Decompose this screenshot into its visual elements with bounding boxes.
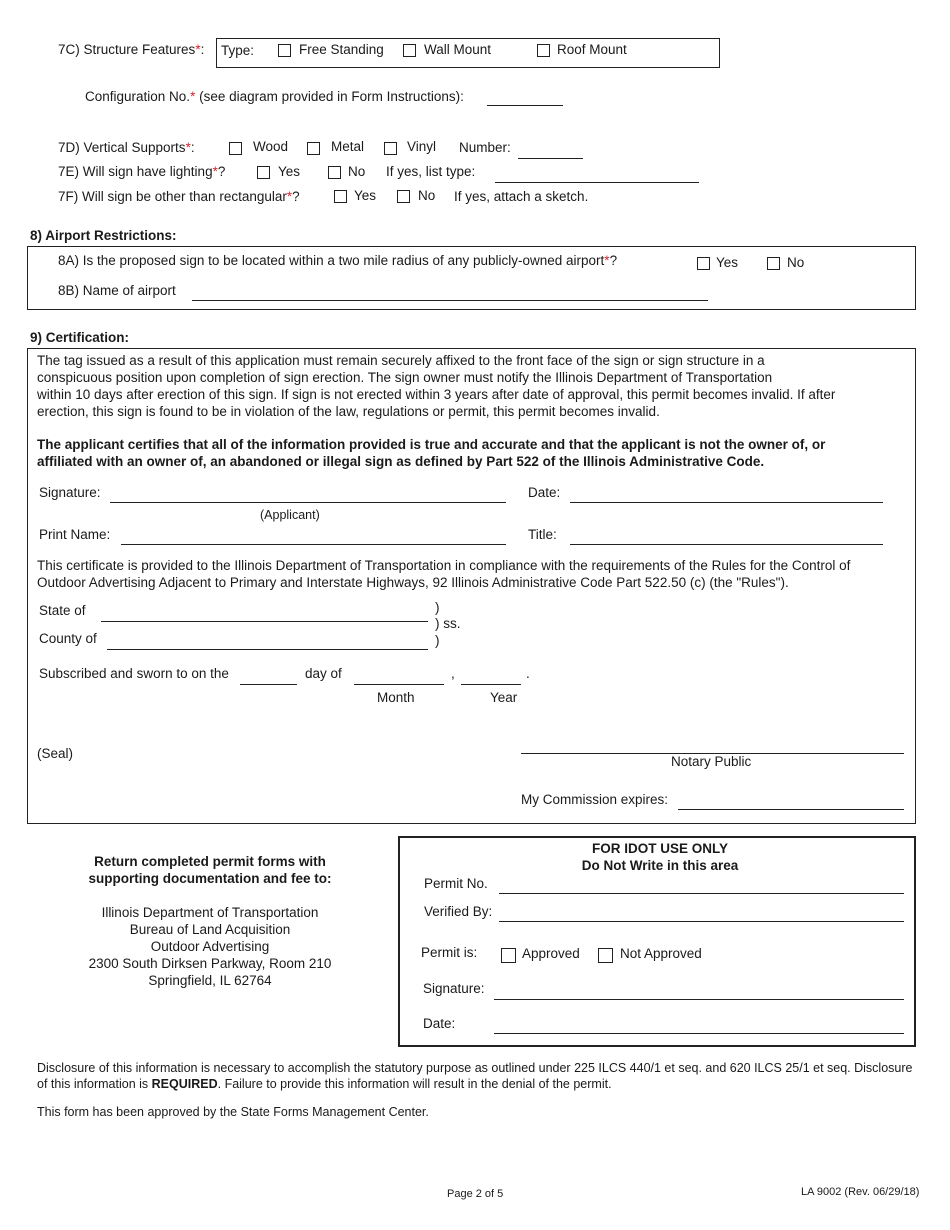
signature-input[interactable]	[110, 502, 506, 503]
structure-features-label: 7C) Structure Features*:	[58, 42, 205, 57]
lighting-yes-checkbox[interactable]	[257, 166, 270, 179]
county-input[interactable]	[107, 649, 428, 650]
airport-yes-checkbox[interactable]	[697, 257, 710, 270]
not-approved-checkbox[interactable]	[598, 948, 613, 963]
day-input[interactable]	[240, 684, 297, 685]
airport-name-input[interactable]	[192, 300, 708, 301]
state-input[interactable]	[101, 621, 428, 622]
notary-public-caption: Notary Public	[671, 754, 752, 769]
date-label: Date:	[528, 485, 561, 500]
idot-heading: FOR IDOT USE ONLY Do Not Write in this area	[581, 841, 739, 873]
day-of-label: day of	[305, 666, 342, 681]
ss-label: ) ss.	[435, 616, 461, 631]
idot-date-input[interactable]	[494, 1033, 904, 1034]
applicant-certification-statement: The applicant certifies that all of the information provided is true and accurate and that the applicant is not the owner of, or affiliated with an owner of, an abandoned or illegal sign as defined by Part 522 of the Illinois Administrative Code.	[37, 437, 826, 469]
approved-checkbox[interactable]	[501, 948, 516, 963]
lighting-label: 7E) Will sign have lighting*?	[58, 164, 226, 179]
permit-is-label: Permit is:	[421, 945, 478, 960]
airport-no-label: No	[787, 255, 805, 270]
verified-by-input[interactable]	[499, 921, 904, 922]
disclosure-notice: Disclosure of this information is necessary to accomplish the statutory purpose as outlined under 225 ILCS 440/1 et seq. and 620 ILCS 25/1 et seq. Disclosure of this information is REQUIRED. Failure to provide this information will result in the denial of the permit.	[37, 1061, 913, 1091]
print-name-input[interactable]	[121, 544, 506, 545]
airport-radius-question: 8A) Is the proposed sign to be located within a two mile radius of any publicly-owned airport*?	[58, 253, 618, 268]
title-input[interactable]	[570, 544, 883, 545]
year-caption: Year	[490, 690, 518, 705]
return-address: Illinois Department of Transportation Bureau of Land Acquisition Outdoor Advertising 2300 South Dirksen Parkway, Room 210 Springfield, IL 62764	[88, 905, 332, 988]
airport-yes-label: Yes	[716, 255, 739, 270]
airport-name-label: 8B) Name of airport	[58, 283, 176, 298]
type-label: Type:	[221, 43, 255, 58]
airport-no-checkbox[interactable]	[767, 257, 780, 270]
state-label: State of	[39, 603, 86, 618]
certification-paragraph: The tag issued as a result of this application must remain securely affixed to the front face of the sign or sign structure in a conspicuous position upon completion of sign erection. The sign owner must notify the Illinois Department of Transportation within 10 days after erection of this sign. If sign is not erected within 3 years after date of approval, this permit becomes invalid. If after erection, this sign is found to be in violation of the law, regulations or permit, this permit becomes invalid.	[37, 353, 836, 419]
print-name-label: Print Name:	[39, 527, 111, 542]
applicant-caption: (Applicant)	[260, 508, 320, 522]
lighting-yes-label: Yes	[278, 164, 301, 179]
signature-label: Signature:	[39, 485, 101, 500]
wood-checkbox[interactable]	[229, 142, 242, 155]
metal-checkbox[interactable]	[307, 142, 320, 155]
lighting-no-label: No	[348, 164, 366, 179]
verified-by-label: Verified By:	[424, 904, 493, 919]
permit-no-label: Permit No.	[424, 876, 488, 891]
rectangular-yes-checkbox[interactable]	[334, 190, 347, 203]
sketch-note: If yes, attach a sketch.	[454, 189, 589, 204]
configuration-input[interactable]	[487, 105, 563, 106]
date-comma: ,	[451, 666, 455, 681]
roof-mount-checkbox[interactable]	[537, 44, 550, 57]
lighting-type-label: If yes, list type:	[386, 164, 476, 179]
not-approved-label: Not Approved	[620, 946, 702, 961]
free-standing-label: Free Standing	[299, 42, 384, 57]
commission-label: My Commission expires:	[521, 792, 669, 807]
seal-label: (Seal)	[37, 746, 74, 761]
year-input[interactable]	[461, 684, 521, 685]
airport-heading: 8) Airport Restrictions:	[30, 228, 177, 243]
commission-input[interactable]	[678, 809, 904, 810]
rectangular-yes-label: Yes	[354, 188, 377, 203]
wall-mount-checkbox[interactable]	[403, 44, 416, 57]
rectangular-no-label: No	[418, 188, 436, 203]
wall-mount-label: Wall Mount	[424, 42, 492, 57]
paren-bottom: )	[435, 633, 440, 648]
approval-notice: This form has been approved by the State Forms Management Center.	[37, 1105, 429, 1119]
metal-label: Metal	[331, 139, 365, 154]
vinyl-checkbox[interactable]	[384, 142, 397, 155]
vertical-supports-label: 7D) Vertical Supports*:	[58, 140, 195, 155]
county-label: County of	[39, 631, 97, 646]
title-label: Title:	[528, 527, 557, 542]
idot-signature-input[interactable]	[494, 999, 904, 1000]
date-input[interactable]	[570, 502, 883, 503]
wood-label: Wood	[253, 139, 289, 154]
certification-heading: 9) Certification:	[30, 330, 130, 345]
month-caption: Month	[377, 690, 415, 705]
lighting-type-input[interactable]	[495, 182, 699, 183]
rules-paragraph: This certificate is provided to the Illinois Department of Transportation in compliance with the requirements of the Rules for the Control of Outdoor Advertising Adjacent to Primary and Interstate Highways, 92 Illinois Administrative Code Part 522.50 (c) (the "Rules").	[37, 558, 851, 590]
idot-signature-label: Signature:	[423, 981, 485, 996]
rectangular-label: 7F) Will sign be other than rectangular*?	[58, 189, 300, 204]
month-input[interactable]	[354, 684, 444, 685]
page-number: Page 2 of 5	[447, 1188, 504, 1200]
vinyl-label: Vinyl	[407, 139, 437, 154]
idot-date-label: Date:	[423, 1016, 456, 1031]
permit-no-input[interactable]	[499, 893, 904, 894]
return-heading: Return completed permit forms with supporting documentation and fee to:	[88, 854, 332, 886]
lighting-no-checkbox[interactable]	[328, 166, 341, 179]
subscribed-label: Subscribed and sworn to on the	[39, 666, 229, 681]
date-period: .	[526, 666, 530, 681]
form-id: LA 9002 (Rev. 06/29/18)	[801, 1186, 920, 1198]
roof-mount-label: Roof Mount	[557, 42, 627, 57]
rectangular-no-checkbox[interactable]	[397, 190, 410, 203]
number-label: Number:	[459, 140, 511, 155]
number-input[interactable]	[518, 158, 583, 159]
configuration-label: Configuration No.* (see diagram provided in Form Instructions):	[85, 89, 464, 104]
approved-label: Approved	[522, 946, 580, 961]
free-standing-checkbox[interactable]	[278, 44, 291, 57]
paren-top: )	[435, 600, 440, 615]
